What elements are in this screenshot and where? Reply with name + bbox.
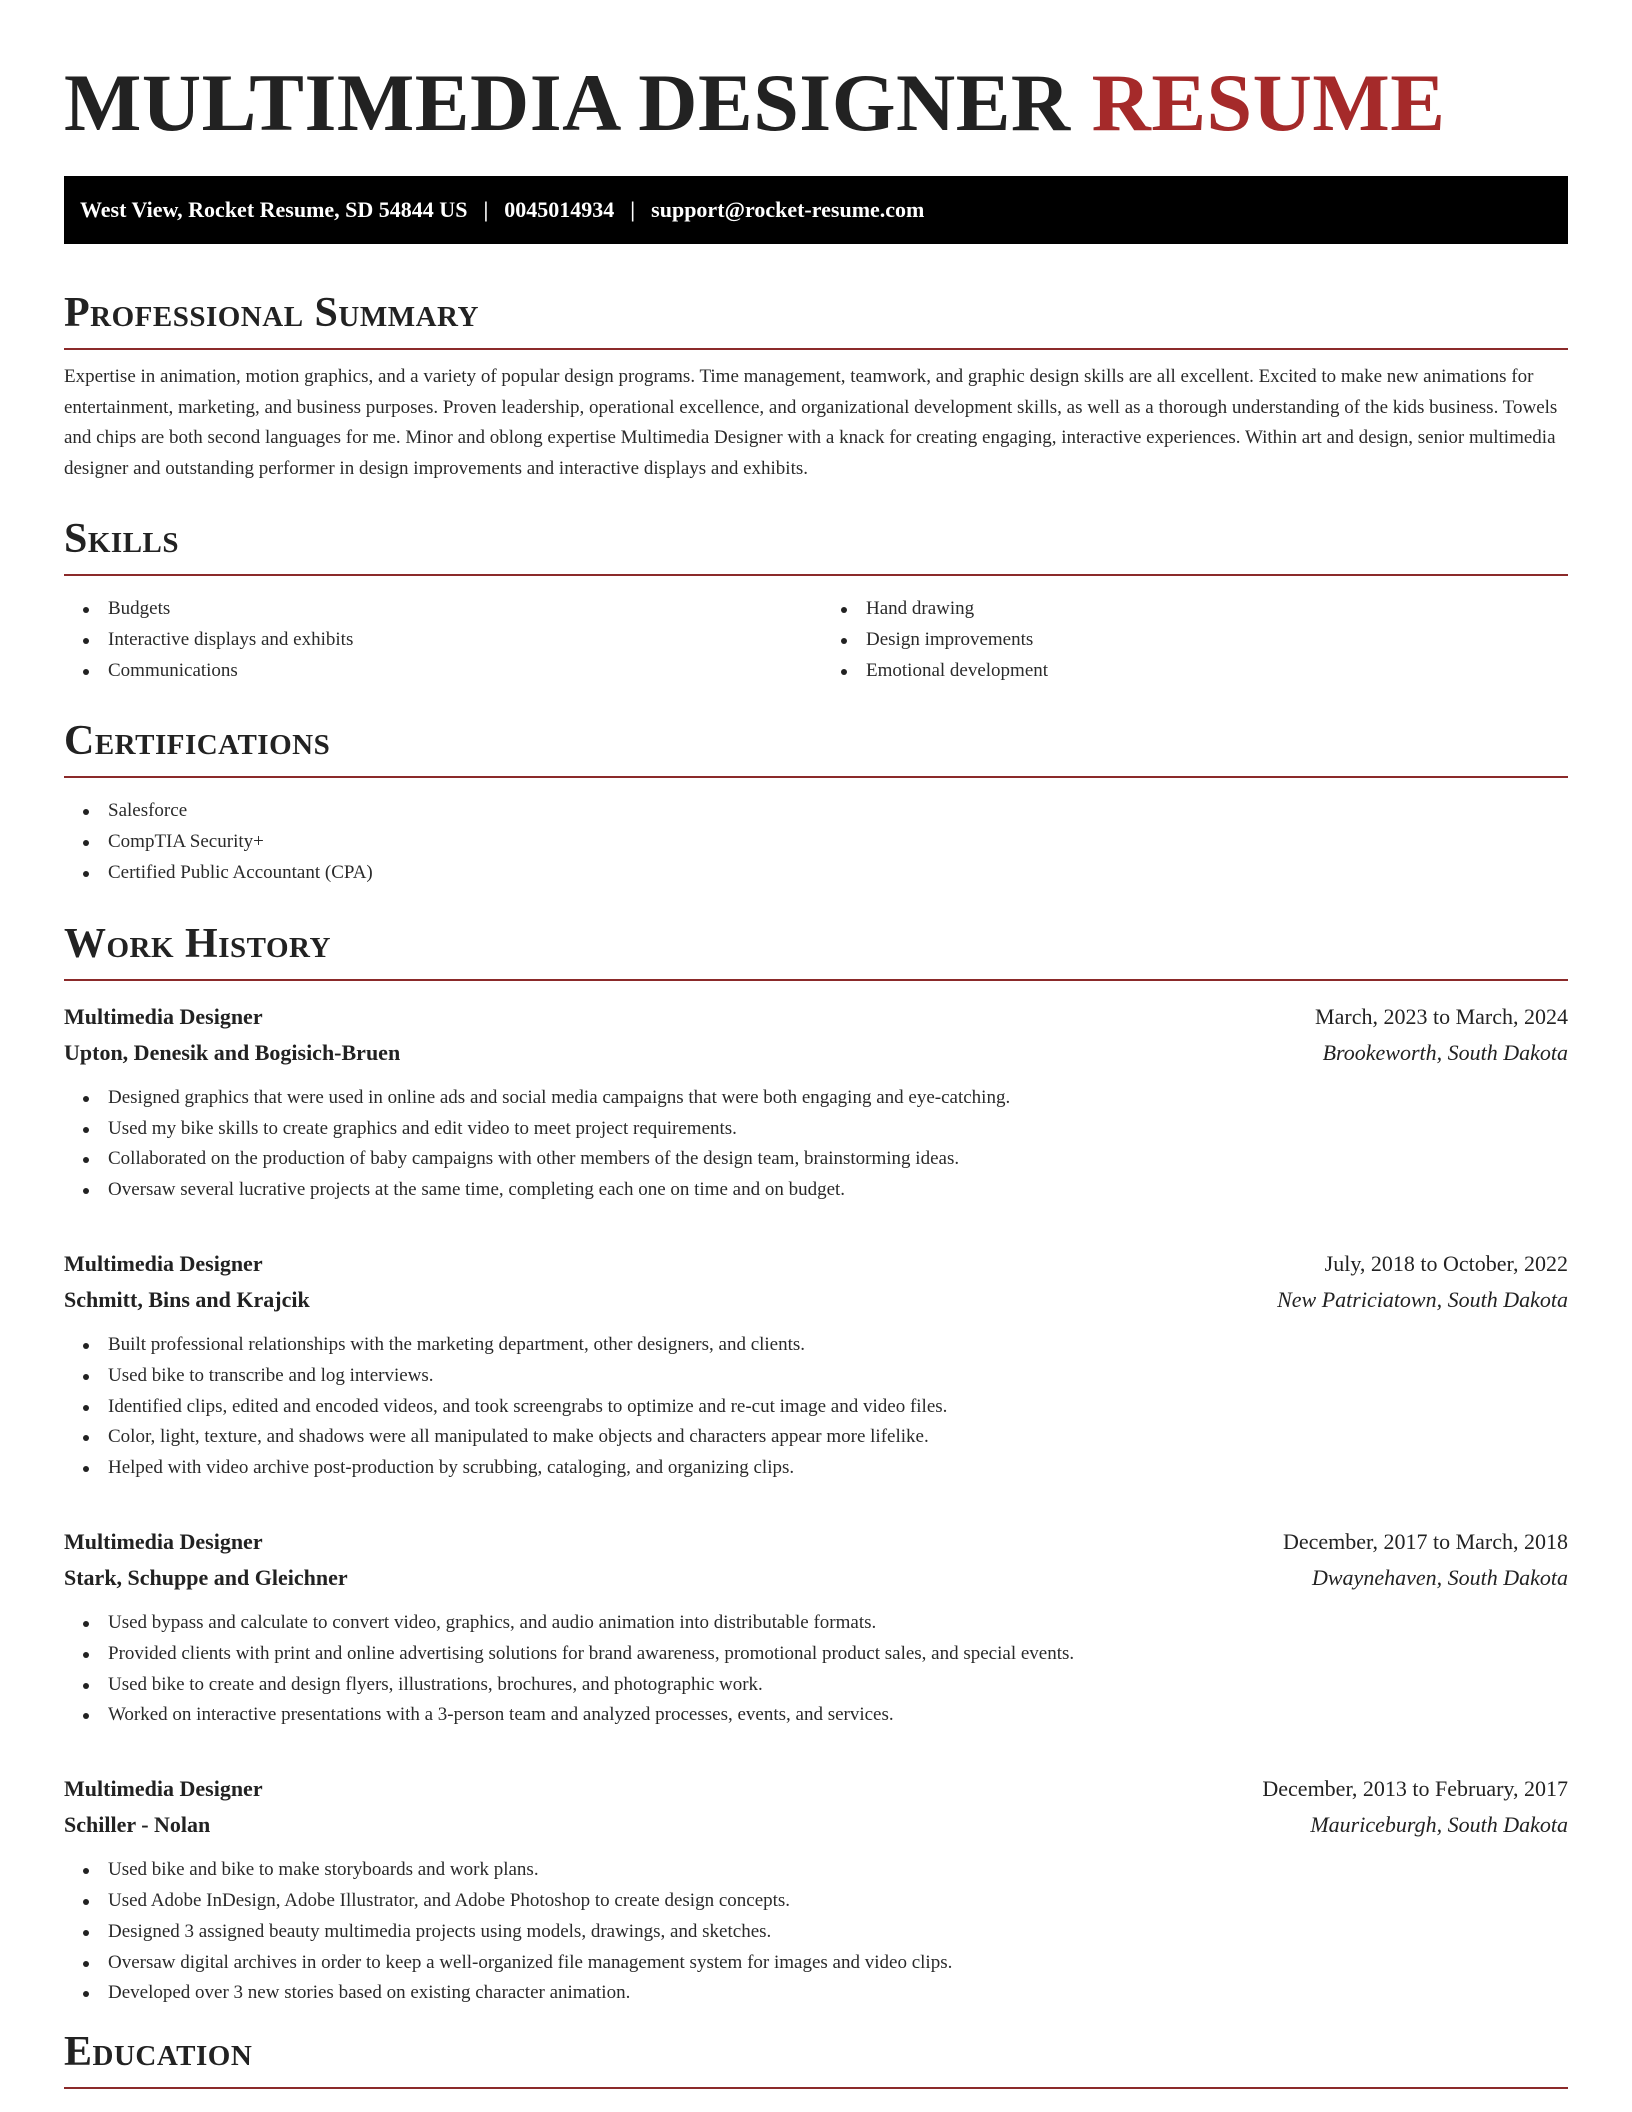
job-company: Stark, Schuppe and Gleichner	[64, 1564, 348, 1590]
list-item: CompTIA Security+	[108, 827, 1568, 858]
job-header-row	[64, 999, 1568, 1035]
list-item: Designed graphics that were used in online ads and social media campaigns that were both engaging and eye-catching.	[108, 1083, 1568, 1114]
job-location: Mauriceburgh, South Dakota	[1310, 1812, 1568, 1838]
job-company-row	[64, 1807, 1568, 1843]
list-item: Designed 3 assigned beauty multimedia projects using models, drawings, and sketches.	[108, 1917, 1568, 1948]
certifications-heading: Certifications	[64, 716, 1568, 778]
list-item: Collaborated on the production of baby campaigns with other members of the design team, brainstorming ideas.	[108, 1144, 1568, 1175]
summary-text: Expertise in animation, motion graphics, and a variety of popular design programs. Time management, teamwork, and graphic design skills are all excellent. Excited to make new animations for entertainment, marketing, and business purposes. Proven leadership, operational excellence, and organizational development skills, as well as a thorough understanding of the kids business. Towels and chips are both second languages for me. Minor and oblong expertise Multimedia Designer with a knack for creating engaging, interactive experiences. Within art and design, senior multimedia designer and outstanding performer in design improvements and interactive displays and exhibits.	[64, 366, 1558, 479]
job-company-row	[64, 1282, 1568, 1318]
job-company-row	[64, 1560, 1568, 1596]
education-heading: Education	[64, 2027, 1568, 2089]
job-bullets	[64, 1330, 1568, 1484]
list-item: Salesforce	[108, 796, 1568, 827]
job-bullets	[64, 1608, 1568, 1731]
list-item: Color, light, texture, and shadows were all manipulated to make objects and characters appear more lifelike.	[108, 1422, 1568, 1453]
list-item: Emotional development	[866, 656, 1568, 687]
job-bullets	[64, 1083, 1568, 1206]
list-item: Worked on interactive presentations with a 3-person team and analyzed processes, events, and services.	[108, 1700, 1568, 1731]
list-item: Identified clips, edited and encoded videos, and took screengrabs to optimize and re-cut image and video files.	[108, 1392, 1568, 1423]
job-header-row	[64, 1771, 1568, 1807]
contact-separator: |	[483, 197, 489, 222]
job-entry	[64, 1524, 1568, 1731]
list-item: Used Adobe InDesign, Adobe Illustrator, and Adobe Photoshop to create design concepts.	[108, 1886, 1568, 1917]
skills-section	[64, 514, 1568, 686]
list-item: Used bike and bike to make storyboards and work plans.	[108, 1855, 1568, 1886]
summary-section	[64, 288, 1568, 484]
contact-bar	[64, 176, 1568, 244]
list-item: Communications	[108, 656, 810, 687]
title-accent: RESUME	[1091, 57, 1446, 148]
list-item: Provided clients with print and online advertising solutions for brand awareness, promotional product sales, and special events.	[108, 1639, 1568, 1670]
contact-address: West View, Rocket Resume, SD 54844 US	[80, 197, 468, 222]
job-title: Multimedia Designer	[64, 1250, 263, 1276]
list-item: Developed over 3 new stories based on existing character animation.	[108, 1978, 1568, 2009]
job-location: Brookeworth, South Dakota	[1322, 1039, 1568, 1065]
skills-heading: Skills	[64, 514, 1568, 576]
contact-email[interactable]: support@rocket-resume.com	[651, 197, 925, 222]
list-item: Oversaw several lucrative projects at the same time, completing each one on time and on budget.	[108, 1175, 1568, 1206]
job-company: Schiller - Nolan	[64, 1812, 211, 1838]
job-location: Dwaynehaven, South Dakota	[1312, 1564, 1568, 1590]
list-item: Built professional relationships with the marketing department, other designers, and clients.	[108, 1330, 1568, 1361]
job-entry	[64, 999, 1568, 1206]
list-item: Used bypass and calculate to convert video, graphics, and audio animation into distributable formats.	[108, 1608, 1568, 1639]
job-company: Upton, Denesik and Bogisich-Bruen	[64, 1039, 401, 1065]
list-item: Design improvements	[866, 625, 1568, 656]
job-title: Multimedia Designer	[64, 1776, 263, 1802]
job-title: Multimedia Designer	[64, 1528, 263, 1554]
job-title: Multimedia Designer	[64, 1003, 263, 1029]
job-dates: December, 2017 to March, 2018	[1282, 1528, 1568, 1554]
job-entry	[64, 1771, 1568, 2009]
list-item: Oversaw digital archives in order to keep a well-organized file management system for images and video clips.	[108, 1948, 1568, 1979]
job-bullets	[64, 1855, 1568, 2009]
list-item: Helped with video archive post-production by scrubbing, cataloging, and organizing clips.	[108, 1453, 1568, 1484]
job-header-row	[64, 1524, 1568, 1560]
summary-heading: Professional Summary	[64, 288, 1568, 350]
certifications-section	[64, 716, 1568, 888]
job-dates: December, 2013 to February, 2017	[1262, 1776, 1568, 1802]
job-header-row	[64, 1246, 1568, 1282]
job-location: New Patriciatown, South Dakota	[1277, 1286, 1568, 1312]
list-item: Used bike to transcribe and log interviews.	[108, 1361, 1568, 1392]
job-company-row	[64, 1035, 1568, 1071]
job-entry	[64, 1246, 1568, 1484]
education-section	[64, 2027, 1568, 2089]
contact-phone: 0045014934	[504, 197, 615, 222]
job-dates: July, 2018 to October, 2022	[1324, 1250, 1568, 1276]
job-dates: March, 2023 to March, 2024	[1315, 1003, 1568, 1029]
list-item: Hand drawing	[866, 594, 1568, 625]
work-history-heading: Work History	[64, 919, 1568, 981]
list-item: Certified Public Accountant (CPA)	[108, 858, 1568, 889]
list-item: Interactive displays and exhibits	[108, 625, 810, 656]
list-item: Used bike to create and design flyers, illustrations, brochures, and photographic work.	[108, 1670, 1568, 1701]
skills-list-col2	[810, 594, 1568, 686]
job-company: Schmitt, Bins and Krajcik	[64, 1286, 310, 1312]
skills-list-col1	[64, 594, 810, 686]
list-item: Used my bike skills to create graphics and edit video to meet project requirements.	[108, 1114, 1568, 1145]
list-item: Budgets	[108, 594, 810, 625]
skills-grid	[64, 576, 1568, 686]
job-list	[64, 999, 1568, 2009]
work-history-section	[64, 919, 1568, 2009]
certifications-list	[64, 796, 1568, 888]
title-main: MULTIMEDIA DESIGNER	[64, 57, 1071, 148]
contact-separator: |	[630, 197, 636, 222]
resume-title	[64, 0, 1568, 148]
